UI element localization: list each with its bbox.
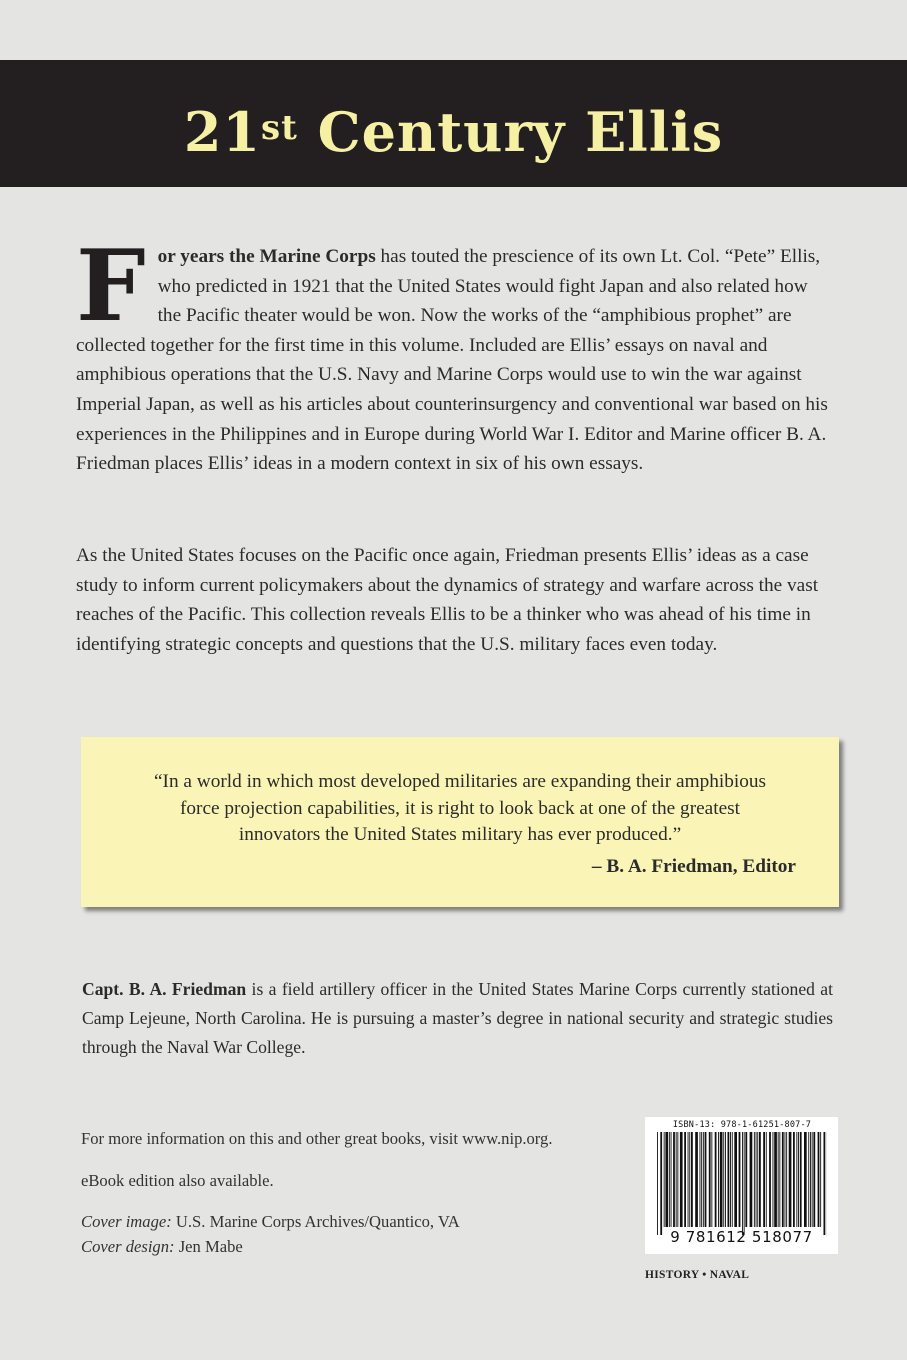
barcode-bar	[665, 1132, 668, 1227]
barcode-bar	[669, 1132, 670, 1227]
cover-image-label: Cover image:	[81, 1212, 172, 1231]
book-title	[0, 92, 907, 172]
barcode-bar	[664, 1132, 665, 1227]
barcode-bar	[728, 1132, 730, 1227]
barcode-bar	[778, 1132, 779, 1227]
barcode-bar	[671, 1132, 672, 1227]
barcode-bar	[804, 1132, 807, 1227]
barcode-bar	[818, 1132, 820, 1227]
barcode	[645, 1117, 838, 1254]
cover-design-value: Jen Mabe	[174, 1237, 243, 1256]
barcode-bar	[789, 1132, 792, 1227]
barcode-bar	[684, 1132, 686, 1227]
author-name: Capt. B. A. Friedman	[82, 979, 247, 999]
ebook-note: eBook edition also available.	[81, 1171, 274, 1190]
barcode-bar	[793, 1132, 795, 1227]
barcode-bar	[660, 1132, 662, 1235]
barcode-bar	[695, 1132, 698, 1227]
barcode-bar	[773, 1132, 774, 1227]
barcode-bar	[800, 1132, 802, 1227]
barcode-bar	[673, 1132, 675, 1227]
title-rest: Century Ellis	[297, 100, 724, 164]
description-paragraph-1	[76, 229, 832, 479]
barcode-bar	[691, 1132, 693, 1227]
barcode-bar	[796, 1132, 797, 1227]
barcode-bar	[711, 1132, 712, 1227]
quote-text	[81, 769, 839, 849]
barcode-bar	[813, 1132, 815, 1227]
title-superscript: st	[260, 108, 298, 148]
barcode-bar	[745, 1132, 747, 1227]
cover-image-credit	[81, 1210, 460, 1234]
barcode-bar	[734, 1132, 737, 1227]
barcode-bar	[779, 1132, 780, 1227]
quote-attribution: – B. A. Friedman, Editor	[591, 856, 796, 877]
barcode-bar	[754, 1132, 755, 1227]
barcode-bar	[718, 1132, 719, 1227]
quote-line-1: “In a world in which most developed militaries are expanding their amphibious	[153, 771, 767, 792]
quote-line-3: innovators the United States military has ever produced.”	[238, 824, 682, 845]
barcode-bar	[757, 1132, 758, 1227]
author-bio-text: is a field artillery officer in the United States Marine Corps currently stationed at Camp Lejeune, North Carolina. He is pursuing a master’s degree in national security and strategic studies through the Naval War College.	[82, 979, 833, 1057]
drop-cap: F	[76, 229, 146, 344]
barcode-bar	[756, 1132, 757, 1227]
title-prefix: 21	[183, 100, 261, 164]
isbn-label: ISBN-13: 978-1-61251-807-7	[672, 1120, 812, 1130]
barcode-bar	[812, 1132, 813, 1227]
barcode-bar	[744, 1132, 745, 1235]
barcode-bar	[798, 1132, 799, 1227]
barcode-bar	[786, 1132, 787, 1227]
barcode-bar	[709, 1132, 711, 1227]
barcode-bar	[785, 1132, 786, 1227]
barcode-bar	[766, 1132, 767, 1227]
barcode-bar	[824, 1132, 826, 1235]
cover-design-label: Cover design:	[81, 1237, 175, 1256]
barcode-bar	[705, 1132, 707, 1227]
barcode-bar	[715, 1132, 717, 1227]
barcode-bar	[782, 1132, 784, 1227]
barcode-bar	[725, 1132, 726, 1227]
barcode-bar	[730, 1132, 731, 1227]
barcode-bar	[689, 1132, 690, 1227]
barcode-bar	[808, 1132, 809, 1227]
barcode-bars	[657, 1132, 827, 1235]
description-paragraph-2: As the United States focuses on the Pacific once again, Friedman presents Ellis’ ideas as a case study to inform current policymakers about the dynamics of strategy and warfare across the vast reaches of the Pacific. This collection reveals Ellis to be a thinker who was ahead of his time in identifying strategic concepts and questions that the U.S. military faces even today.	[76, 545, 819, 655]
barcode-bar	[750, 1132, 753, 1227]
quote-line-2: force projection capabilities, it is right to look back at one of the greatest	[179, 797, 741, 819]
barcode-bar	[820, 1132, 821, 1227]
paragraph-1-text: has touted the prescience of its own Lt. Col. “Pete” Ellis, who predicted in 1921 that the United States would fight Japan and also related how the Pacific theater would be won. Now the works of the “amphibious prophet” are collected together for the first time in this volume. Included are Ellis’ essays on naval and amphibious operations that the U.S. Navy and Marine Corps would use to win the war against Imperial Japan, as well as his articles about counterinsurgency and conventional war based on his experiences in the Philippines and in Europe during World War I. Editor and Marine officer B. A. Friedman places Ellis’ ideas in a modern context in six of his own essays.	[76, 246, 828, 475]
barcode-bar	[763, 1132, 765, 1227]
barcode-bar	[688, 1132, 689, 1227]
cover-design-credit	[81, 1235, 243, 1259]
barcode-bar	[720, 1132, 723, 1227]
category-label: HISTORY • NAVAL	[645, 1269, 750, 1281]
barcode-bar	[739, 1132, 741, 1227]
barcode-bar	[677, 1132, 678, 1227]
barcode-bar	[732, 1132, 733, 1227]
barcode-bar	[700, 1132, 701, 1227]
cover-image-value: U.S. Marine Corps Archives/Quantico, VA	[171, 1212, 460, 1231]
barcode-bar	[742, 1132, 743, 1235]
author-bio	[82, 975, 833, 1062]
quote-box	[81, 737, 839, 907]
barcode-bar	[759, 1132, 761, 1227]
more-info-text: For more information on this and other great books, visit www.nip.org.	[81, 1129, 553, 1148]
barcode-bar	[701, 1132, 702, 1227]
barcode-bar	[676, 1132, 677, 1227]
isbn-digits: 9 781612 518077	[670, 1228, 813, 1246]
barcode-bar	[723, 1132, 724, 1227]
barcode-bar	[680, 1132, 683, 1227]
lead-in-text: or years the Marine Corps	[157, 246, 376, 267]
barcode-bar	[810, 1132, 811, 1227]
barcode-bar	[657, 1132, 658, 1235]
barcode-bar	[769, 1132, 771, 1227]
barcode-bar	[774, 1132, 777, 1227]
barcode-bar	[703, 1132, 704, 1227]
